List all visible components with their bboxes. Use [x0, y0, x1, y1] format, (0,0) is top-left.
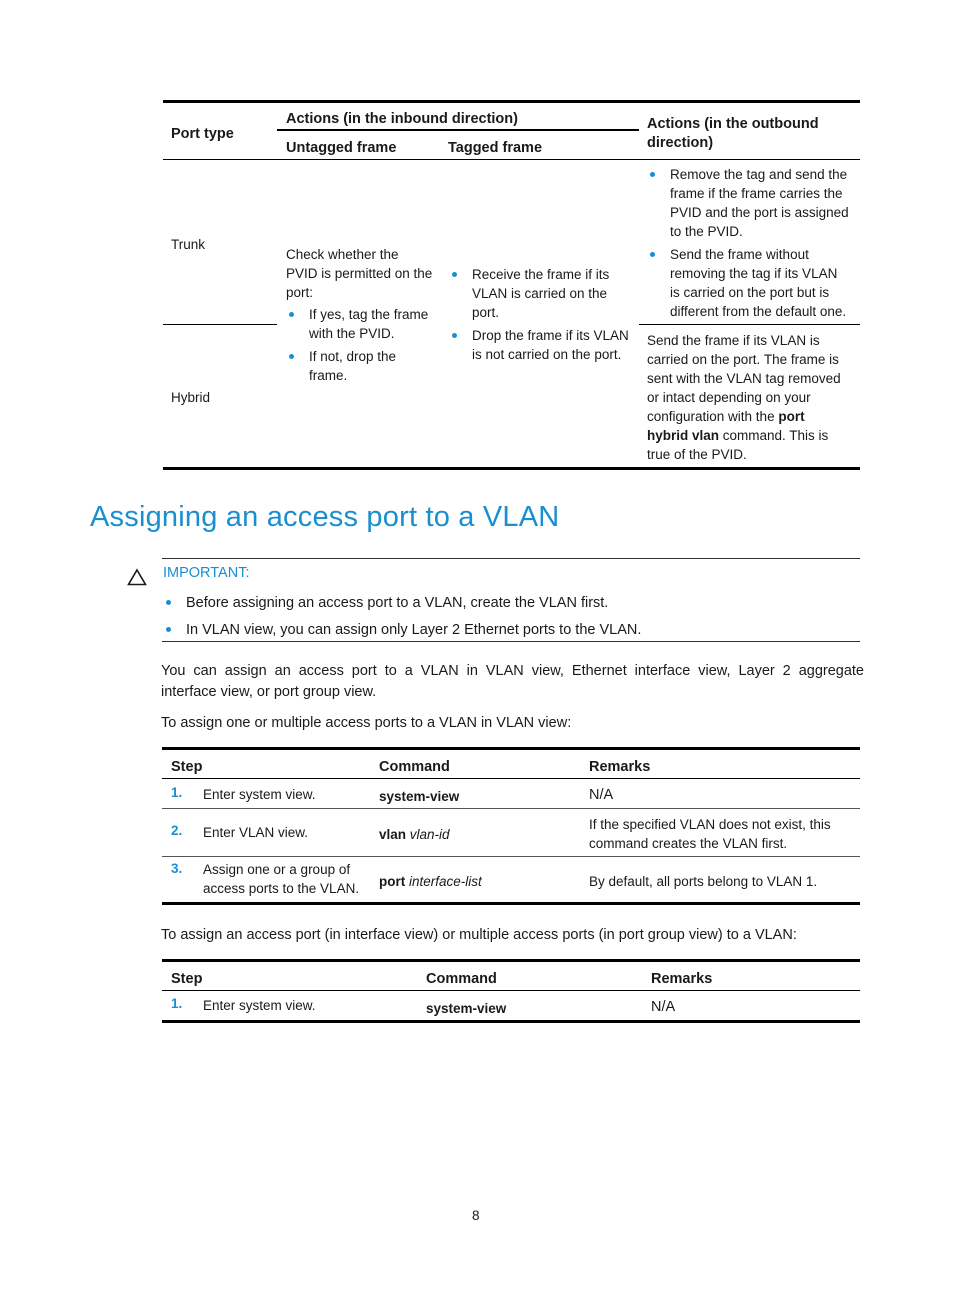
list-item: Receive the frame if its VLAN is carried on the port. — [449, 265, 639, 322]
command-text: vlan vlan-id — [379, 827, 450, 842]
step-description: Assign one or a group of access ports to the VLAN. — [203, 862, 360, 896]
header-untagged: Untagged frame — [286, 140, 397, 156]
page-number: 8 — [472, 1208, 480, 1223]
row-trunk-label: Trunk — [171, 237, 206, 252]
header-command: Command — [426, 971, 497, 987]
list-item: Remove the tag and send the frame if the frame carries the PVID and the port is assigned to the PVID. — [647, 165, 859, 241]
step-number: 1. — [171, 785, 183, 800]
untagged-frame-cell: Check whether the PVID is permitted on the port: If yes, tag the frame with the PVID. If not, drop the frame. — [286, 245, 446, 385]
header-inbound: Actions (in the inbound direction) — [286, 111, 518, 127]
header-port-type: Port type — [171, 126, 234, 142]
step-number: 2. — [171, 823, 183, 838]
header-command: Command — [379, 759, 450, 775]
header-step: Step — [171, 971, 203, 987]
row-hybrid-label: Hybrid — [171, 390, 211, 405]
vlan-view-paragraph: To assign one or multiple access ports to a VLAN in VLAN view: — [161, 715, 572, 731]
remarks-text: N/A — [651, 999, 676, 1015]
list-item: In VLAN view, you can assign only Layer 2 Ethernet ports to the VLAN. — [163, 620, 863, 641]
step-number: 1. — [171, 996, 183, 1011]
list-item: If yes, tag the frame with the PVID. — [286, 305, 446, 343]
header-remarks: Remarks — [589, 759, 651, 775]
header-step: Step — [171, 759, 203, 775]
header-tagged: Tagged frame — [448, 140, 543, 156]
interface-view-paragraph: To assign an access port (in interface view) or multiple access ports (in port group view) to a VLAN: — [161, 927, 797, 943]
hybrid-outbound-cell: Send the frame if its VLAN is carried on the port. The frame is sent with the VLAN tag removed or intact depending on your configuration with the port hybrid vlan command. This is true of the PVID. — [647, 333, 841, 462]
command-text: system-view — [379, 789, 460, 804]
list-item: Before assigning an access port to a VLAN, create the VLAN first. — [163, 593, 863, 614]
command-text: port interface-list — [379, 874, 482, 889]
list-item: Send the frame without removing the tag if its VLAN is carried on the port but is different from the default one. — [647, 245, 859, 321]
header-outbound: Actions (in the outbound direction) — [647, 116, 819, 151]
intro-paragraph: You can assign an access port to a VLAN in VLAN view, Ethernet interface view, Layer 2 aggregate interface view, or port group view. — [161, 663, 864, 700]
section-title: Assigning an access port to a VLAN — [90, 501, 560, 533]
step-description: Enter system view. — [203, 787, 316, 802]
remarks-text: If the specified VLAN does not exist, this command creates the VLAN first. — [589, 817, 831, 851]
command-text: system-view — [426, 1001, 507, 1016]
step-description: Enter VLAN view. — [203, 825, 309, 840]
header-remarks: Remarks — [651, 971, 713, 987]
warning-triangle-icon — [127, 568, 147, 591]
list-item: If not, drop the frame. — [286, 347, 446, 385]
remarks-text: N/A — [589, 787, 614, 803]
trunk-outbound-cell — [647, 165, 859, 321]
step-description: Enter system view. — [203, 998, 316, 1013]
remarks-text: By default, all ports belong to VLAN 1. — [589, 874, 818, 889]
tagged-frame-cell — [449, 265, 639, 364]
important-label: IMPORTANT: — [163, 565, 250, 581]
step-number: 3. — [171, 861, 183, 876]
list-item: Drop the frame if its VLAN is not carried on the port. — [449, 326, 639, 364]
